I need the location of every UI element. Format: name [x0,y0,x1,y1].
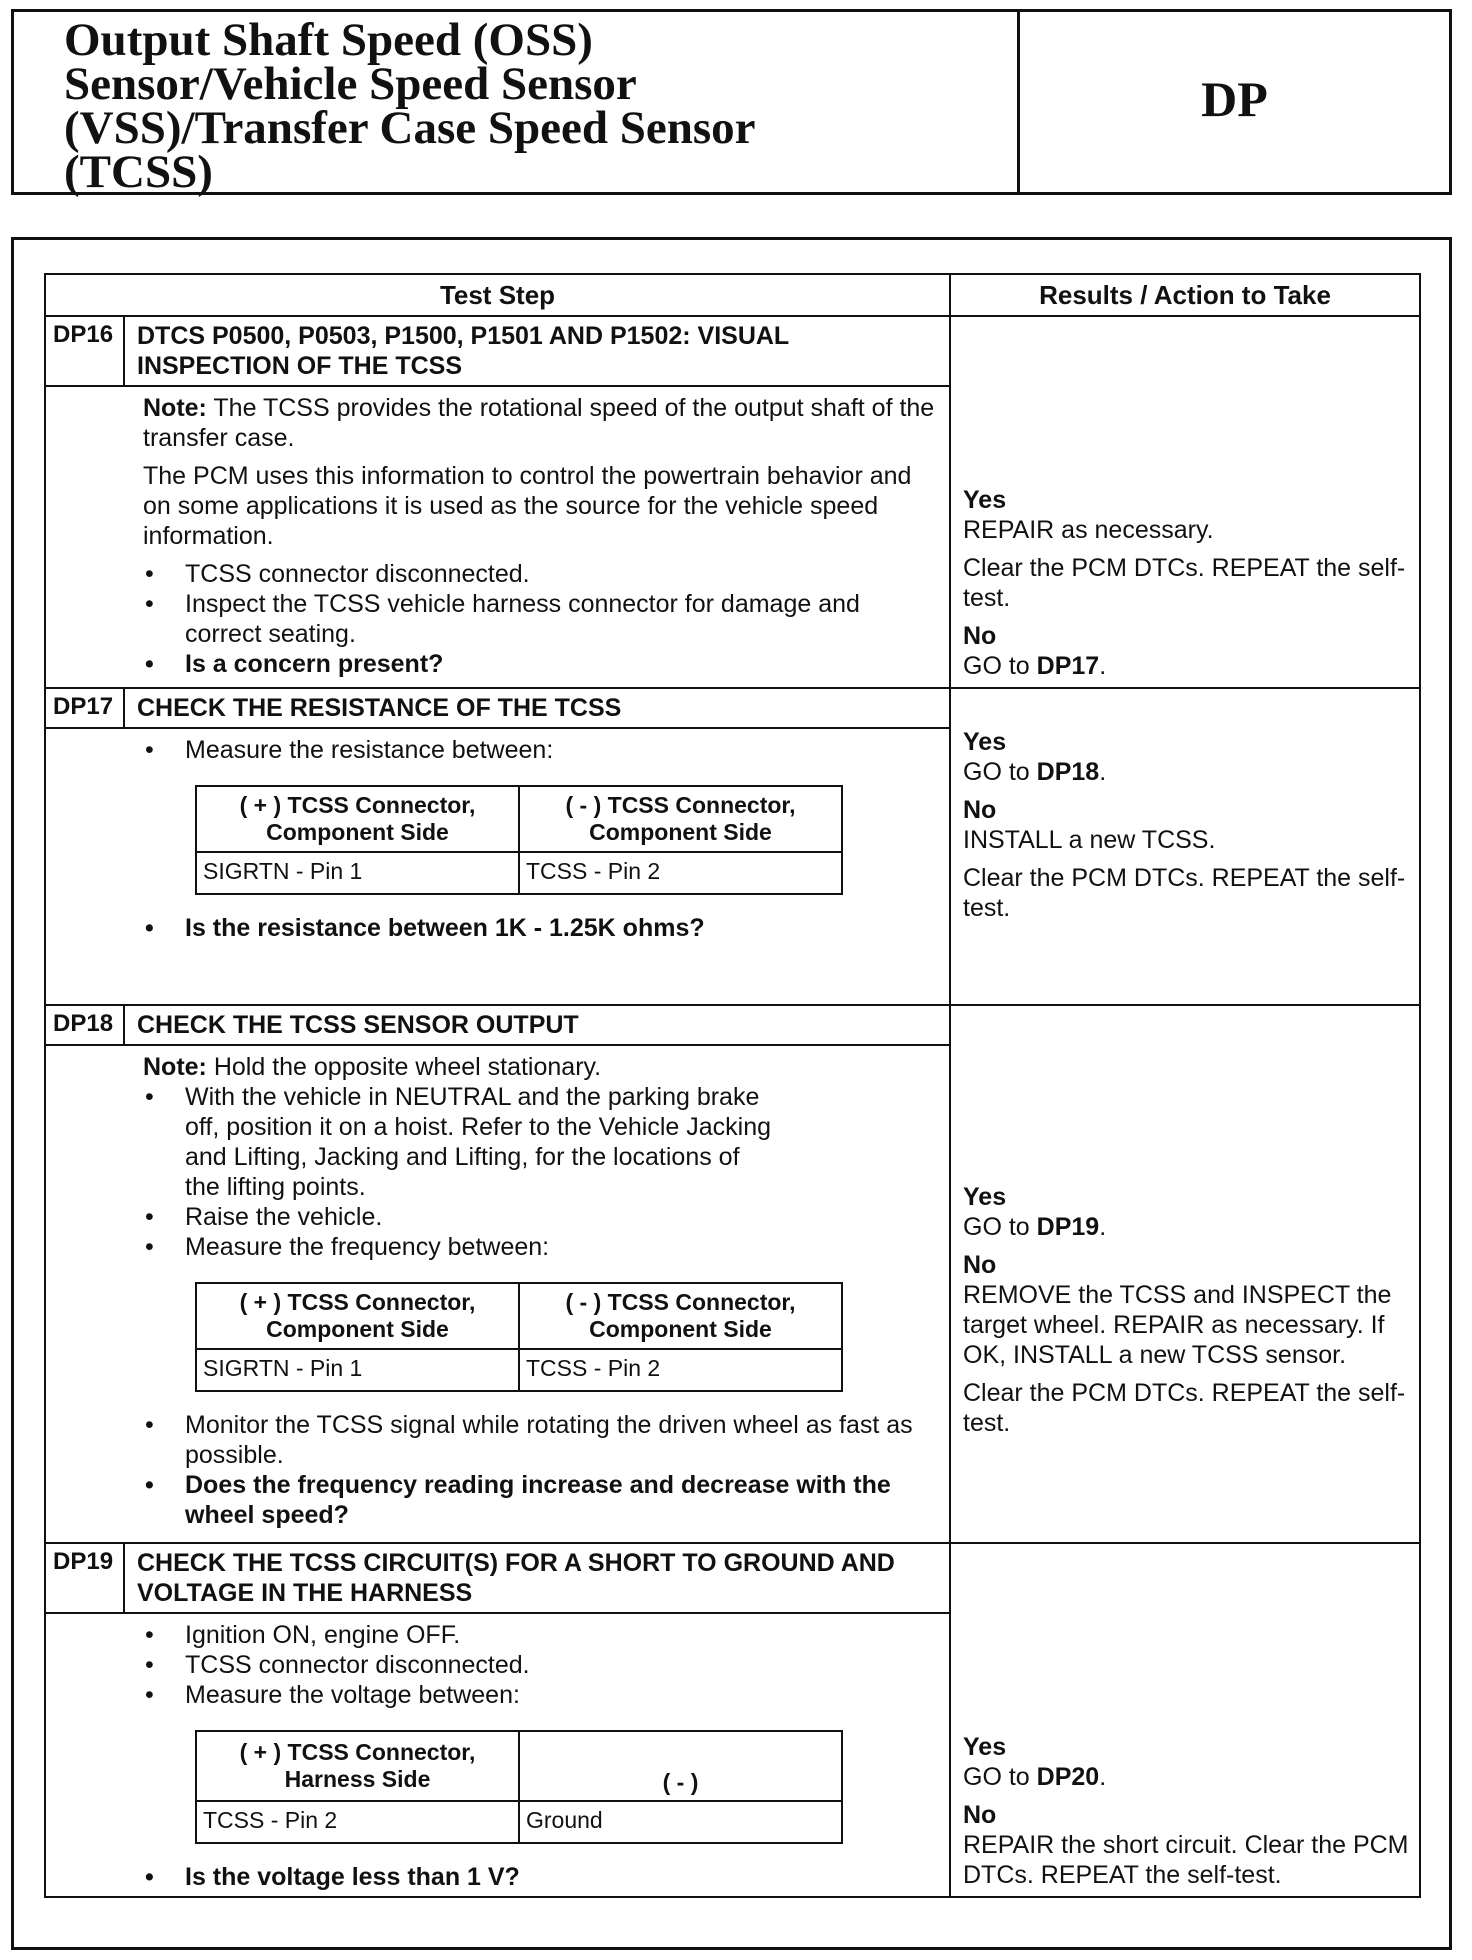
note [143,1052,939,1082]
table-row [45,316,1420,688]
measurement-table [195,785,843,895]
note-text: The TCSS provides the rotational speed of the output shaft of the transfer case. [143,394,935,452]
step-id: DP17 [46,689,125,727]
list-item: • Ignition ON, engine OFF. [143,1620,939,1650]
page-title [14,12,1020,198]
result-text: REMOVE the TCSS and INSPECT the target wheel. REPAIR as necessary. If OK, INSTALL a new TCSS sensor. [963,1281,1392,1369]
title-line: Sensor/Vehicle Speed Sensor [64,58,637,110]
paragraph: The PCM uses this information to control the powertrain behavior and on some applications it is used as the source for the vehicle speed information. [143,462,912,550]
title-line: Output Shaft Speed (OSS) [64,14,593,66]
title-line: (VSS)/Transfer Case Speed Sensor [64,102,756,154]
punctuation: . [1099,1763,1107,1791]
table-row [45,688,1420,1005]
list-item: • Measure the frequency between: [143,1232,939,1262]
yes-label: Yes [963,1733,1007,1761]
measurement-header: ( - ) [519,1731,842,1801]
measurement-header: ( + ) TCSS Connector, Component Side [196,1283,519,1349]
measurement-value: SIGRTN - Pin 1 [196,1349,519,1391]
result-cell [950,1005,1420,1543]
step-cell [45,688,950,1005]
page-header [11,9,1452,198]
question: • Does the frequency reading increase and decrease with the wheel speed? [143,1470,939,1530]
list-item: • TCSS connector disconnected. [143,1650,939,1680]
list-item: • TCSS connector disconnected. [143,559,939,589]
measurement-value: Ground [519,1801,842,1843]
step-title: DTCS P0500, P0503, P1500, P1501 AND P1502: VISUAL INSPECTION OF THE TCSS [137,322,789,380]
measurement-header: ( - ) TCSS Connector, Component Side [519,786,842,852]
measurement-value: TCSS - Pin 2 [519,1349,842,1391]
note-label: Note: [143,394,207,422]
step-title: CHECK THE TCSS CIRCUIT(S) FOR A SHORT TO GROUND AND VOLTAGE IN THE HARNESS [137,1549,895,1607]
no-label: No [963,622,997,650]
step-id: DP19 [46,1544,125,1612]
no-label: No [963,1251,997,1279]
list-item: • Inspect the TCSS vehicle harness connector for damage and correct seating. [143,589,939,649]
step-link[interactable]: DP18 [1036,758,1100,786]
question: • Is the resistance between 1K - 1.25K ohms? [143,913,939,943]
step-id: DP16 [46,317,125,385]
note [143,393,939,453]
step-cell [45,1543,950,1897]
title-line: (TCSS) [64,146,213,198]
result-text: GO to [963,1213,1037,1241]
yes-label: Yes [963,486,1007,514]
step-cell [45,1005,950,1543]
result-text: GO to [963,652,1037,680]
column-header-test-step: Test Step [45,274,950,316]
yes-label: Yes [963,1183,1007,1211]
list-item: • Measure the resistance between: [143,735,939,765]
measurement-table [195,1282,843,1392]
result-text: REPAIR the short circuit. Clear the PCM DTCs. REPEAT the self-test. [963,1831,1409,1889]
result-text: GO to [963,758,1037,786]
column-header-results: Results / Action to Take [950,274,1420,316]
measurement-value: TCSS - Pin 2 [196,1801,519,1843]
list-item: • Measure the voltage between: [143,1680,939,1710]
question: • Is a concern present? [143,649,939,679]
result-text: REPAIR as necessary. [963,516,1214,544]
step-id: DP18 [46,1006,125,1044]
result-text: Clear the PCM DTCs. REPEAT the self-test. [963,554,1406,612]
note-label: Note: [143,1053,207,1081]
punctuation: . [1099,652,1107,680]
punctuation: . [1099,758,1107,786]
table-row [45,1543,1420,1897]
no-label: No [963,1801,997,1829]
punctuation: . [1099,1213,1107,1241]
result-text: INSTALL a new TCSS. [963,826,1216,854]
table-row [45,1005,1420,1543]
measurement-value: SIGRTN - Pin 1 [196,852,519,894]
no-label: No [963,796,997,824]
result-cell [950,688,1420,1005]
step-link[interactable]: DP19 [1036,1213,1100,1241]
measurement-header: ( + ) TCSS Connector, Component Side [196,786,519,852]
question: • Is the voltage less than 1 V? [143,1862,939,1892]
step-link[interactable]: DP17 [1036,652,1100,680]
step-title: CHECK THE RESISTANCE OF THE TCSS [137,694,622,722]
result-cell [950,316,1420,688]
measurement-header: ( + ) TCSS Connector, Harness Side [196,1731,519,1801]
measurement-table [195,1730,843,1844]
list-item: • Raise the vehicle. [143,1202,939,1232]
step-link[interactable]: DP20 [1036,1763,1100,1791]
step-cell [45,316,950,688]
test-step-table [44,273,1421,1898]
measurement-value: TCSS - Pin 2 [519,852,842,894]
list-item: • Monitor the TCSS signal while rotating the driven wheel as fast as possible. [143,1410,939,1470]
section-code: DP [1201,71,1268,127]
note-text: Hold the opposite wheel stationary. [213,1053,602,1081]
yes-label: Yes [963,728,1007,756]
result-text: Clear the PCM DTCs. REPEAT the self-test. [963,1379,1406,1437]
result-cell [950,1543,1420,1897]
step-title: CHECK THE TCSS SENSOR OUTPUT [137,1011,579,1039]
result-text: GO to [963,1763,1037,1791]
list-item: • With the vehicle in NEUTRAL and the parking brake off, position it on a hoist. Refer to the Vehicle Jacking and Lifting, Jacking and Lifting, for the locations of the lifting points. [143,1082,939,1202]
measurement-header: ( - ) TCSS Connector, Component Side [519,1283,842,1349]
result-text: Clear the PCM DTCs. REPEAT the self-test. [963,864,1406,922]
